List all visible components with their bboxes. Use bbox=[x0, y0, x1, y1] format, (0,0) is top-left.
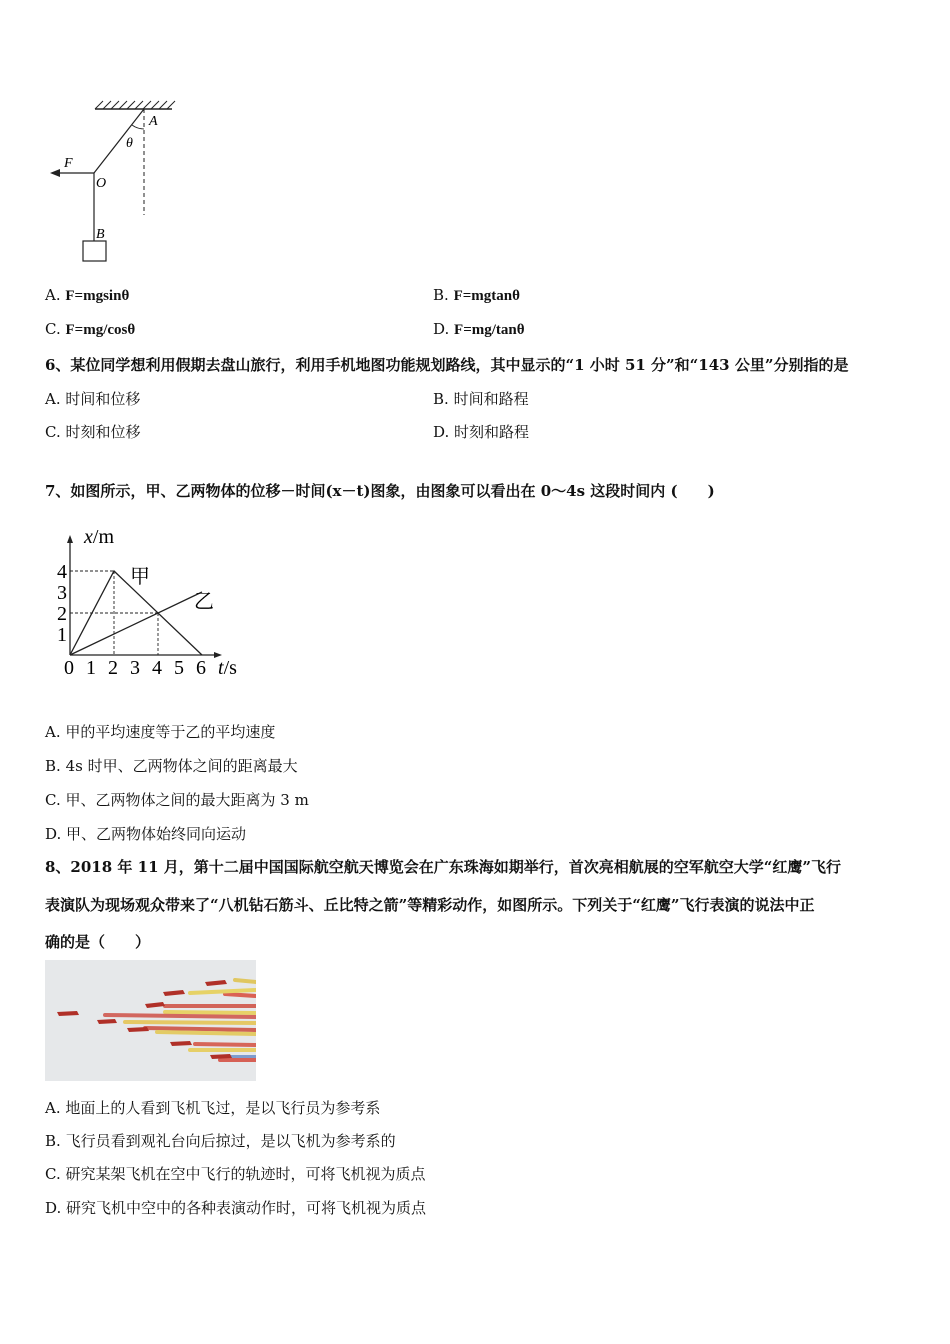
option-text: F=mg/tanθ bbox=[454, 322, 525, 338]
y-tick-label: 1 bbox=[57, 624, 67, 646]
option-text: 飞行员看到观礼台向后掠过，是以飞机为参考系的 bbox=[65, 1132, 396, 1150]
q8-option-d[interactable] bbox=[45, 1197, 426, 1218]
q5-option-d[interactable] bbox=[433, 320, 525, 339]
q7-option-c[interactable] bbox=[45, 789, 309, 810]
option-key: A. bbox=[45, 390, 61, 408]
q8-stem-line-3: 确的是（ ） bbox=[45, 933, 151, 951]
x-tick-label: 0 bbox=[64, 657, 74, 679]
q8-option-c[interactable] bbox=[45, 1163, 426, 1184]
x-tick-label: 3 bbox=[130, 657, 140, 679]
option-text: 甲的平均速度等于乙的平均速度 bbox=[65, 723, 276, 741]
option-text: 时刻和位移 bbox=[65, 423, 141, 441]
option-text: F=mgsinθ bbox=[65, 288, 130, 304]
option-key: D. bbox=[45, 1199, 62, 1217]
q5-option-c[interactable] bbox=[45, 320, 135, 339]
option-text: 4s 时甲、乙两物体之间的距离最大 bbox=[65, 757, 298, 775]
y-axis-label: x/m bbox=[84, 526, 115, 548]
x-tick-label: 2 bbox=[108, 657, 118, 679]
series-label: 甲 bbox=[130, 566, 150, 588]
option-text: 时间和路程 bbox=[453, 390, 529, 408]
q6-option-a[interactable] bbox=[45, 388, 140, 409]
q6-option-d[interactable] bbox=[433, 421, 529, 442]
label-O: O bbox=[96, 176, 107, 191]
q5-option-b[interactable] bbox=[433, 286, 520, 305]
aerobatic-jets-photo bbox=[45, 960, 256, 1081]
q6-option-c[interactable] bbox=[45, 421, 141, 442]
option-text: 时刻和路程 bbox=[454, 423, 530, 441]
q8-stem-line-1: 8、2018 年 11 月，第十二届中国国际航空航天博览会在广东珠海如期举行，首次亮相航展的空军航空大学“红鹰”飞行 bbox=[45, 858, 841, 876]
option-key: B. bbox=[433, 390, 449, 408]
option-key: A. bbox=[45, 1099, 61, 1117]
q6-stem: 6、某位同学想利用假期去盘山旅行，利用手机地图功能规划路线，其中显示的“1 小时 51 分”和“143 公里”分别指的是 bbox=[45, 356, 849, 374]
option-key: C. bbox=[45, 320, 61, 338]
option-key: D. bbox=[433, 423, 450, 441]
option-key: B. bbox=[433, 286, 449, 304]
option-text: 甲、乙两物体之间的最大距离为 3 m bbox=[65, 791, 309, 809]
x-tick-label: 1 bbox=[86, 657, 96, 679]
q8-option-a[interactable] bbox=[45, 1097, 380, 1118]
q8-option-b[interactable] bbox=[45, 1130, 396, 1151]
q8-stem-line-2: 表演队为现场观众带来了“八机钻石筋斗、丘比特之箭”等精彩动作，如图所示。下列关于“红鹰”飞行表演的说法中正 bbox=[45, 896, 815, 914]
option-key: D. bbox=[433, 320, 450, 338]
label-F: F bbox=[64, 156, 73, 171]
option-key: A. bbox=[45, 286, 61, 304]
q7-option-d[interactable] bbox=[45, 823, 246, 844]
x-tick-label: 4 bbox=[152, 657, 162, 679]
label-A: A bbox=[149, 114, 158, 129]
q7-stem: 7、如图所示，甲、乙两物体的位移－时间(x－t)图象，由图象可以看出在 0～4s 这段时间内 ( ) bbox=[45, 482, 715, 500]
y-tick-label: 2 bbox=[57, 603, 67, 625]
xt-chart bbox=[45, 515, 265, 690]
option-key: D. bbox=[45, 825, 62, 843]
option-text: 时间和位移 bbox=[65, 390, 141, 408]
y-tick-label: 3 bbox=[57, 582, 67, 604]
x-tick-label: 6 bbox=[196, 657, 206, 679]
option-key: A. bbox=[45, 723, 61, 741]
option-key: B. bbox=[45, 757, 61, 775]
option-key: C. bbox=[45, 423, 61, 441]
option-text: 研究某架飞机在空中飞行的轨迹时，可将飞机视为质点 bbox=[65, 1165, 426, 1183]
label-theta: θ bbox=[126, 136, 133, 151]
x-axis-label: t/s bbox=[218, 657, 237, 679]
series-label: 乙 bbox=[194, 591, 214, 613]
series-line-2 bbox=[70, 592, 202, 655]
force-diagram bbox=[40, 95, 190, 270]
option-text: F=mgtanθ bbox=[453, 288, 520, 304]
q6-option-b[interactable] bbox=[433, 388, 529, 409]
option-key: C. bbox=[45, 1165, 61, 1183]
label-B: B bbox=[96, 227, 105, 242]
y-axis-arrow bbox=[67, 535, 73, 543]
option-key: B. bbox=[45, 1132, 61, 1150]
option-text: 地面上的人看到飞机飞过，是以飞行员为参考系 bbox=[65, 1099, 381, 1117]
x-tick-label: 5 bbox=[174, 657, 184, 679]
option-text: 甲、乙两物体始终同向运动 bbox=[66, 825, 247, 843]
option-key: C. bbox=[45, 791, 61, 809]
option-text: F=mg/cosθ bbox=[65, 322, 136, 338]
option-text: 研究飞机中空中的各种表演动作时，可将飞机视为质点 bbox=[66, 1199, 427, 1217]
y-tick-label: 4 bbox=[57, 561, 67, 583]
q7-option-b[interactable] bbox=[45, 755, 298, 776]
q7-option-a[interactable] bbox=[45, 721, 275, 742]
q5-option-a[interactable] bbox=[45, 286, 129, 305]
